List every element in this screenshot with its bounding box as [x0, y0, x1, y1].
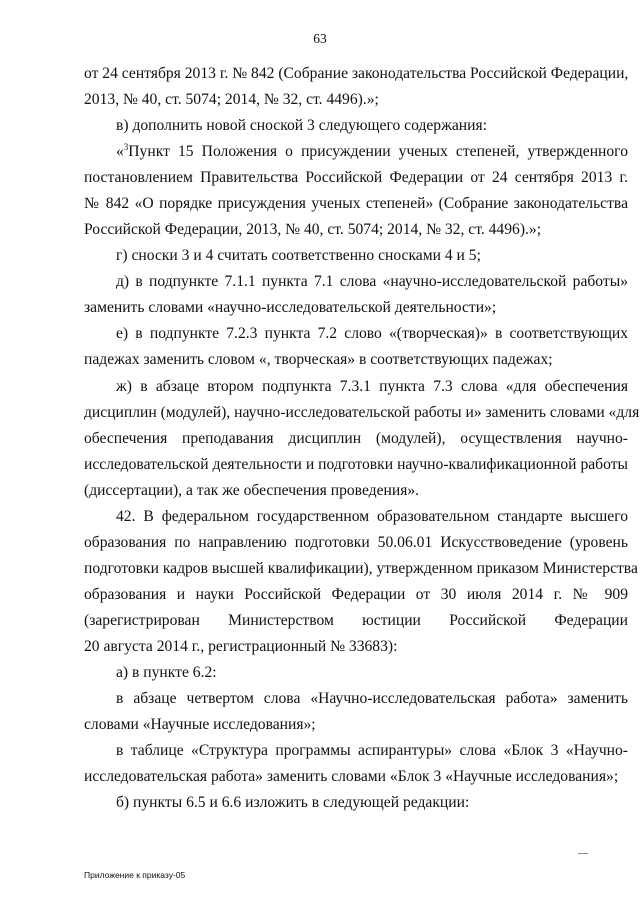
text-line-8: г) сноски 3 и 4 считать соответственно сносками 4 и 5; [116, 247, 481, 264]
scan-artifact-mark [578, 853, 588, 854]
text-line-4 [116, 142, 628, 162]
footnote-text-start: Пункт 15 Положения о присуждении ученых степеней, утвержденного [128, 143, 628, 160]
text-line-5: постановлением Правительства Российской Федерации от 24 сентября 2013 г. [84, 169, 628, 186]
text-line-28: исследовательская работа» заменить словами «Блок 3 «Научные исследования»; [84, 768, 619, 785]
text-line-17: (диссертации), а так же обеспечения проведения». [84, 482, 420, 499]
text-line-2: 2013, № 40, ст. 5074; 2014, № 32, ст. 4496).»; [84, 91, 379, 108]
footnote-marker: 3 [123, 141, 129, 152]
text-line-7: Российской Федерации, 2013, № 40, ст. 5074; 2014, № 32, ст. 4496).»; [84, 221, 542, 238]
text-line-20: подготовки кадров высшей квалификации), утвержденном приказом Министерства [84, 560, 638, 577]
text-line-11: е) в подпункте 7.2.3 пункта 7.2 слово «(творческая)» в соответствующих [116, 325, 628, 342]
text-line-18: 42. В федеральном государственном образовательном стандарте высшего [116, 508, 628, 525]
text-line-25: в абзаце четвертом слова «Научно-исследовательская работа» заменить [116, 690, 628, 707]
text-line-24: а) в пункте 6.2: [116, 664, 217, 681]
text-line-21: образования и науки Российской Федерации от 30 июля 2014 г. № 909 [84, 586, 628, 603]
text-line-3: в) дополнить новой сноской 3 следующего содержания: [116, 117, 487, 134]
text-line-29: б) пункты 6.5 и 6.6 изложить в следующей редакции: [116, 794, 470, 811]
text-line-6: № 842 «О порядке присуждения ученых степеней» (Собрание законодательства [84, 195, 628, 212]
text-line-19: образования по направлению подготовки 50.06.01 Искусствоведение (уровень [84, 534, 628, 551]
page-number: 63 [313, 31, 327, 46]
open-quote: « [116, 143, 124, 160]
text-line-23: 20 августа 2014 г., регистрационный № 33683): [84, 638, 398, 655]
text-line-13: ж) в абзаце втором подпункта 7.3.1 пункта 7.3 слова «для обеспечения [116, 378, 628, 395]
text-line-16: исследовательской деятельности и подготовки научно-квалификационной работы [84, 456, 628, 473]
text-line-12: падежах заменить словом «, творческая» в соответствующих падежах; [84, 351, 553, 368]
text-line-27: в таблице «Структура программы аспирантуры» слова «Блок 3 «Научно- [116, 742, 628, 759]
text-line-9: д) в подпункте 7.1.1 пункта 7.1 слова «научно-исследовательской работы» [116, 273, 628, 290]
page-footer: Приложение к приказу-05 [84, 870, 186, 880]
text-line-15: обеспечения преподавания дисциплин (модулей), осуществления научно- [84, 430, 628, 447]
text-line-26: словами «Научные исследования»; [84, 716, 316, 733]
text-line-10: заменить словами «научно-исследовательской деятельности»; [84, 299, 497, 316]
text-line-1: от 24 сентября 2013 г. № 842 (Собрание законодательства Российской Федерации, [84, 65, 629, 82]
text-line-22: (зарегистрирован Министерством юстиции Российской Федерации [84, 612, 628, 629]
text-line-14: дисциплин (модулей), научно-исследовательской работы и» заменить словами «для [84, 404, 640, 421]
